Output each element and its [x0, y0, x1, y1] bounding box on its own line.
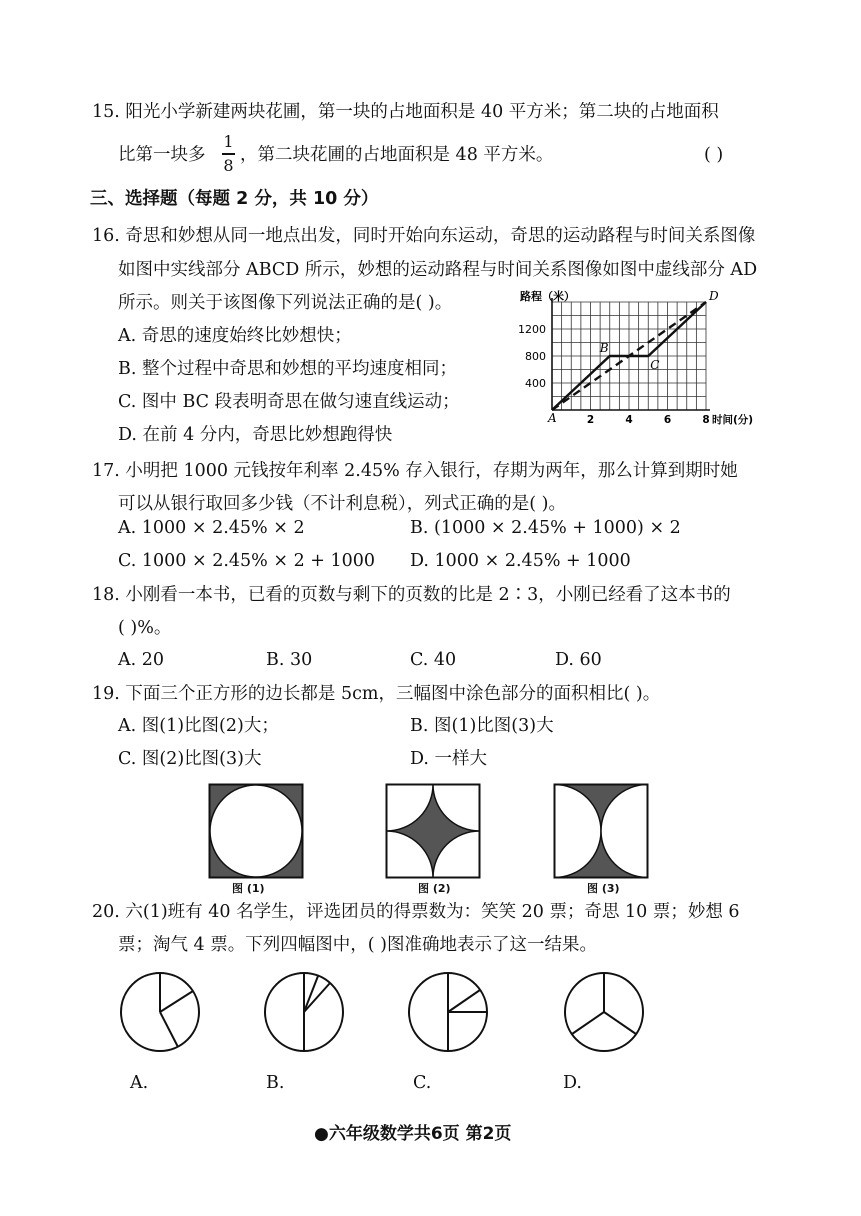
x-tick-label: 6 [663, 414, 672, 426]
page-footer: ●六年级数学共6页 第2页 [314, 1124, 512, 1144]
y-tick-label: 400 [525, 377, 546, 390]
q17-option-c[interactable]: C. 1000 × 2.45% × 2 + 1000 [118, 551, 376, 571]
q20-option-a[interactable]: A. [130, 1073, 149, 1093]
q19-option-d[interactable]: D. 一样大 [410, 749, 488, 769]
figure-3-caption: 图 (3) [587, 882, 620, 895]
q16-option-b[interactable]: B. 整个过程中奇思和妙想的平均速度相同； [118, 359, 457, 379]
q20-option-b[interactable]: B. [266, 1073, 285, 1093]
q16-line3: 所示。则关于该图像下列说法正确的是( )。 [118, 293, 453, 313]
point-label: B [599, 341, 609, 355]
distance-time-chart [506, 288, 776, 438]
q20-line1: 20. 六(1)班有 40 名学生，评选团员的得票数为：笑笑 20 票；奇思 10 票；妙想 6 [92, 902, 740, 922]
point-label: A [548, 411, 557, 425]
pie-chart-c [406, 970, 490, 1054]
q18-option-d[interactable]: D. 60 [555, 650, 602, 670]
x-axis-label: 时间(分) [712, 414, 754, 426]
q16-option-d[interactable]: D. 在前 4 分内，奇思比妙想跑得快 [118, 425, 393, 445]
q17-option-b[interactable]: B. (1000 × 2.45% + 1000) × 2 [410, 518, 681, 538]
fraction-denominator: 8 [223, 155, 234, 175]
y-axis-label: 路程（米） [520, 290, 575, 303]
q15-line1: 15. 阳光小学新建两块花圃，第一块的占地面积是 40 平方米；第二块的占地面积 [92, 102, 719, 122]
q17-option-d[interactable]: D. 1000 × 2.45% + 1000 [410, 551, 631, 571]
y-tick-label: 800 [525, 350, 546, 363]
figure-2-caption: 图 (2) [418, 882, 451, 895]
fraction-numerator: 1 [223, 132, 234, 151]
q15-line2-post: ，第二块花圃的占地面积是 48 平方米。 [240, 145, 554, 165]
square-figure-3 [553, 783, 649, 879]
q18-option-a[interactable]: A. 20 [118, 650, 165, 670]
q19-option-b[interactable]: B. 图(1)比图(3)大 [410, 716, 554, 736]
q18-option-c[interactable]: C. 40 [410, 650, 457, 670]
pie-chart-a [118, 970, 202, 1054]
q20-option-d[interactable]: D. [563, 1073, 582, 1093]
point-label: C [650, 358, 660, 372]
q15-answer-paren[interactable]: ( ) [704, 145, 724, 165]
q16-line2: 如图中实线部分 ABCD 所示，妙想的运动路程与时间关系图像如图中虚线部分 AD [118, 260, 758, 280]
x-tick-label: 8 [702, 414, 710, 426]
q17-line1: 17. 小明把 1000 元钱按年利率 2.45% 存入银行，存期为两年，那么计算到期时她 [92, 461, 738, 481]
pie-chart-d [562, 970, 646, 1054]
square-figure-1 [208, 783, 304, 879]
figure-1-caption: 图 (1) [232, 882, 265, 895]
x-tick-label: 4 [625, 414, 633, 426]
pie-chart-b [262, 970, 346, 1054]
q18-line2: ( )%。 [118, 618, 172, 638]
q20-line2: 票；淘气 4 票。下列四幅图中，( )图准确地表示了这一结果。 [118, 935, 597, 955]
q15-line2-pre: 比第一块多 [118, 145, 206, 165]
q18-line1: 18. 小刚看一本书，已看的页数与剩下的页数的比是 2∶3，小刚已经看了这本书的 [92, 585, 731, 605]
y-tick-label: 1200 [518, 323, 546, 336]
point-label: D [709, 289, 719, 303]
q17-option-a[interactable]: A. 1000 × 2.45% × 2 [118, 518, 305, 538]
x-tick-label: 2 [586, 414, 595, 426]
q17-line2: 可以从银行取回多少钱（不计利息税），列式正确的是( )。 [118, 494, 566, 514]
q20-option-c[interactable]: C. [413, 1073, 432, 1093]
square-figure-2 [385, 783, 481, 879]
q18-option-b[interactable]: B. 30 [266, 650, 313, 670]
q19-option-c[interactable]: C. 图(2)比图(3)大 [118, 749, 262, 769]
q19-option-a[interactable]: A. 图(1)比图(2)大； [118, 716, 279, 736]
q19-line1: 19. 下面三个正方形的边长都是 5cm，三幅图中涂色部分的面积相比( )。 [92, 684, 661, 704]
q16-option-c[interactable]: C. 图中 BC 段表明奇思在做匀速直线运动； [118, 392, 460, 412]
section-title: 三、选择题（每题 2 分，共 10 分） [90, 189, 379, 209]
q16-option-a[interactable]: A. 奇思的速度始终比妙想快； [118, 326, 352, 346]
q15-fraction [222, 134, 235, 174]
q16-line1: 16. 奇思和妙想从同一地点出发，同时开始向东运动，奇思的运动路程与时间关系图像 [92, 226, 756, 246]
